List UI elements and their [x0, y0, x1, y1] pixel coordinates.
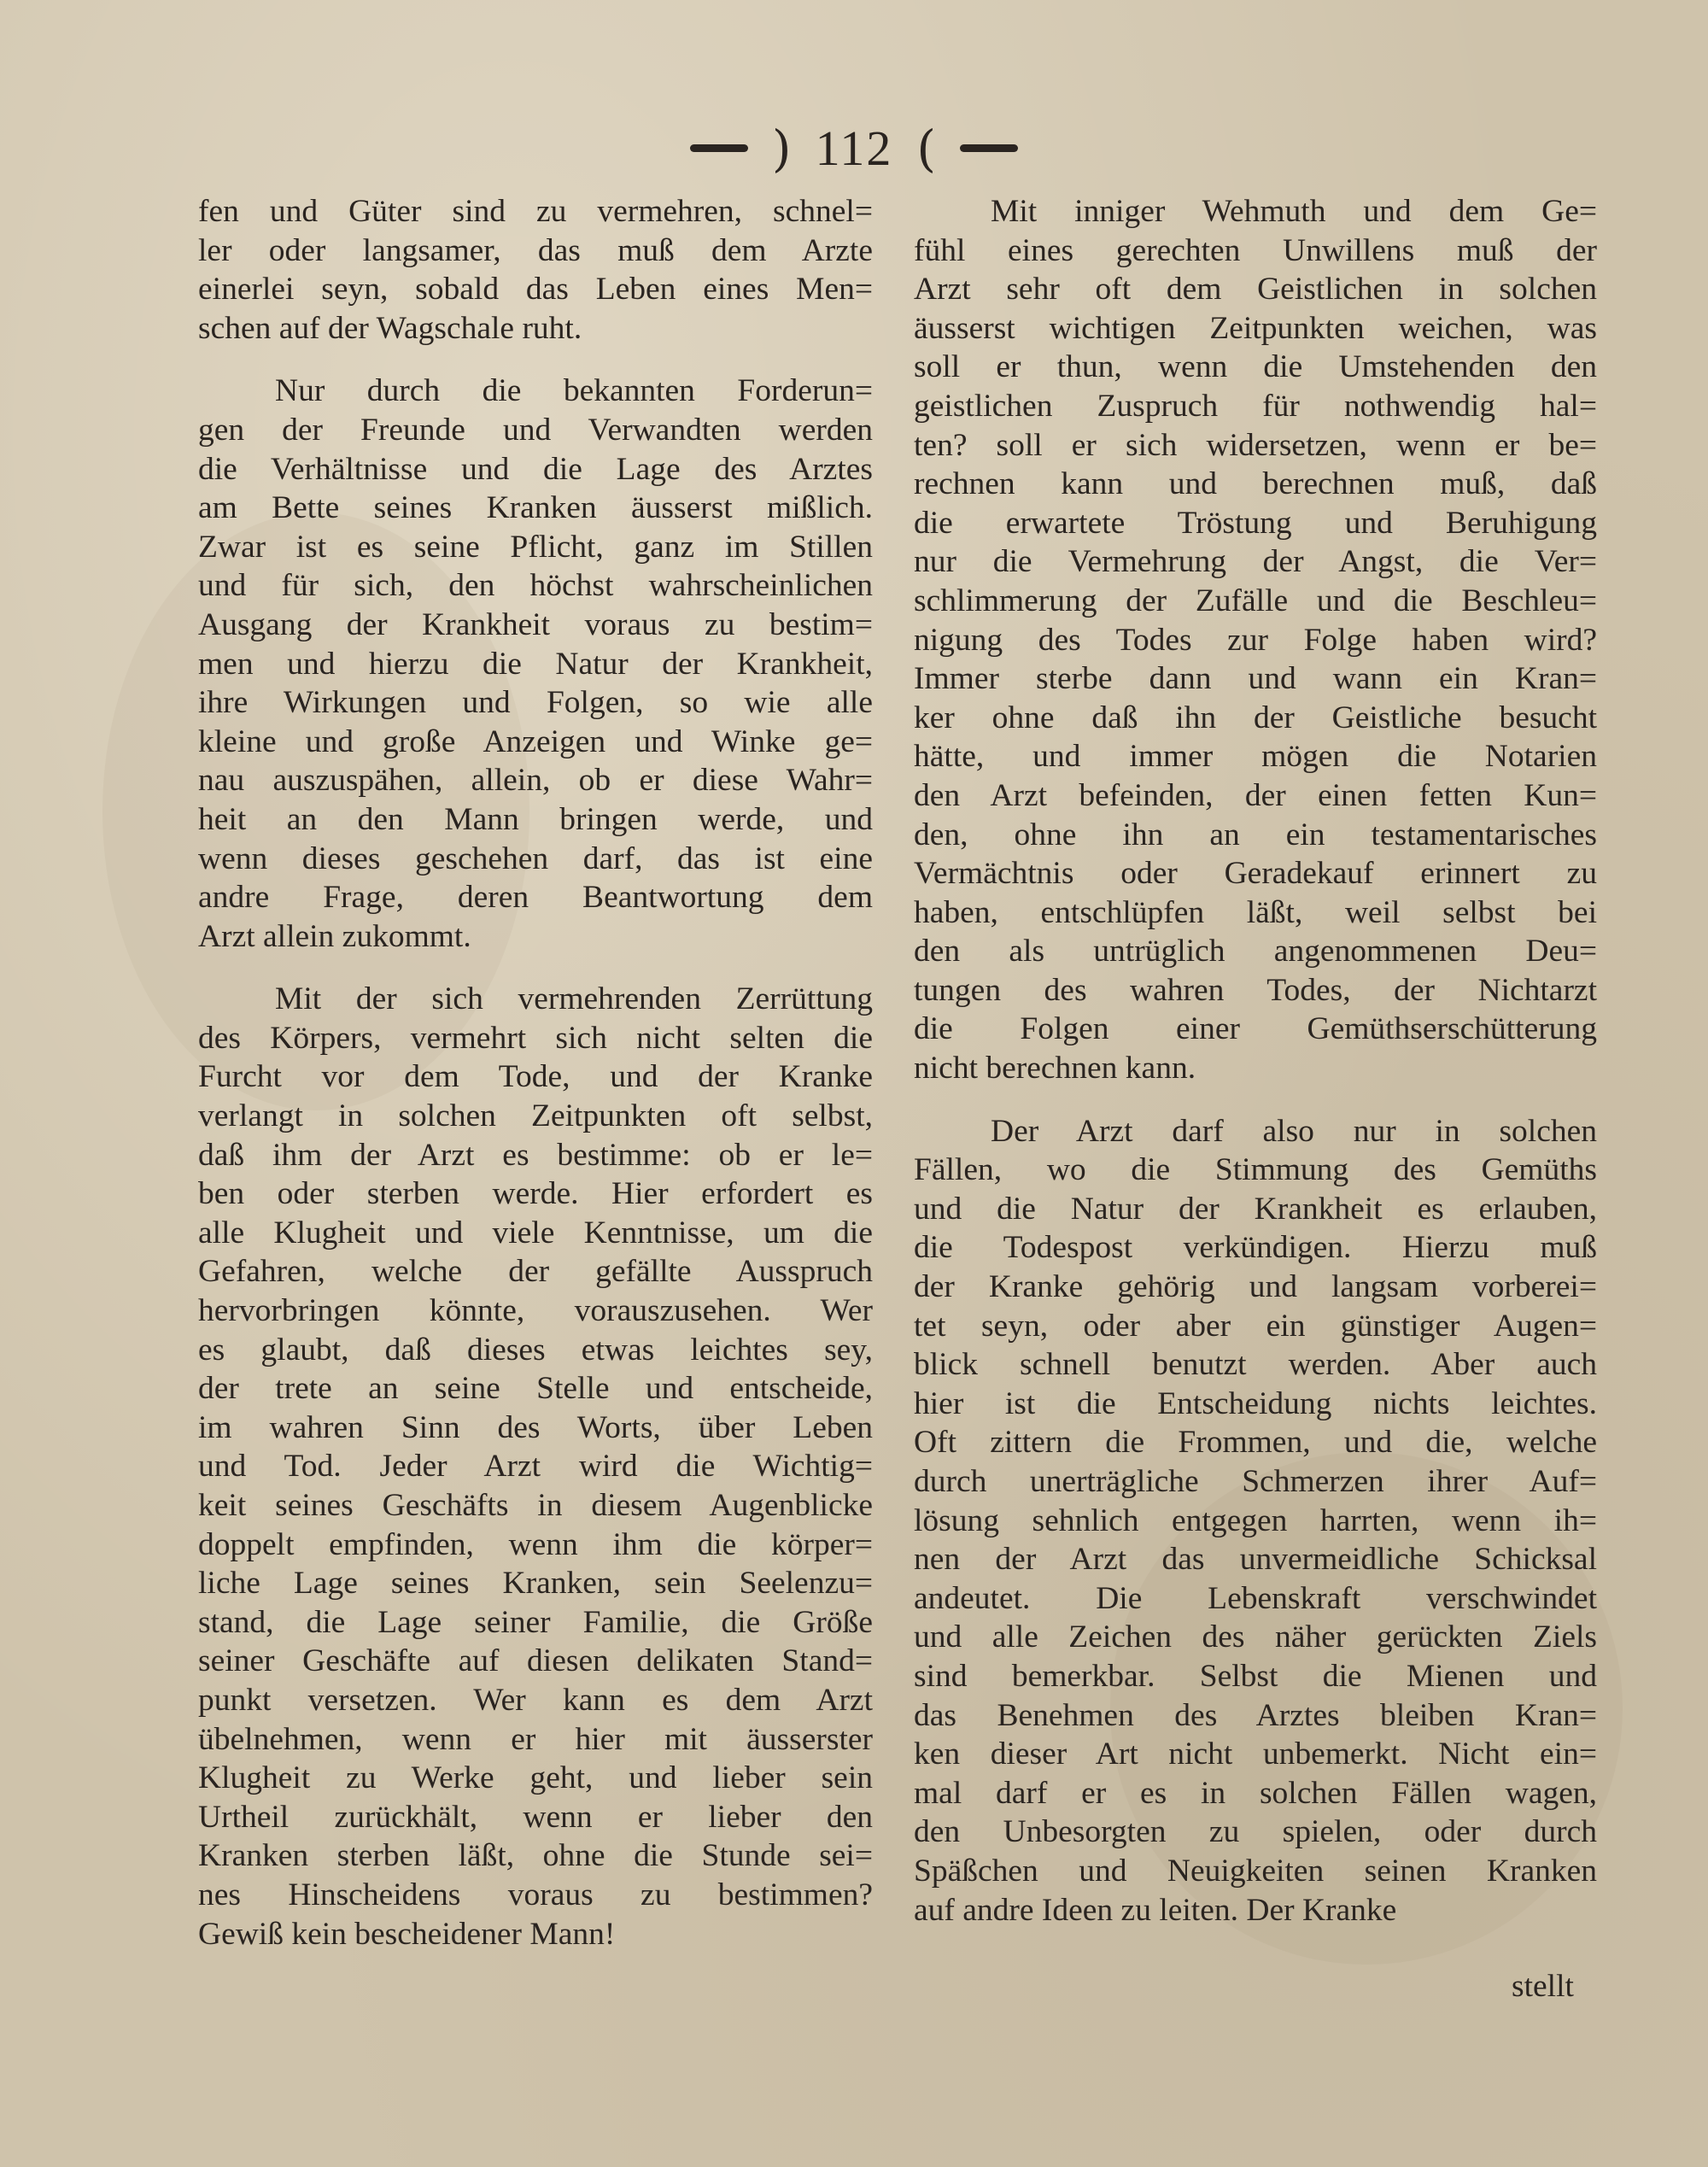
paragraph-gap: [198, 348, 873, 372]
text-line: punkt versetzen. Wer kann es dem Arzt: [198, 1682, 873, 1718]
text-line: ken dieser Art nicht unbemerkt. Nicht ein=: [914, 1737, 1597, 1772]
text-line: kleine und große Anzeigen und Winke ge=: [198, 723, 873, 759]
paragraph: [198, 980, 873, 1953]
paragraph: [198, 372, 873, 956]
text-line: lösung sehnlich entgegen harrten, wenn ih=: [914, 1502, 1597, 1538]
text-line: nes Hinscheidens voraus zu bestimmen?: [198, 1877, 873, 1912]
text-line: Oft zittern die Frommen, und die, welche: [914, 1425, 1597, 1461]
text-line: soll er thun, wenn die Umstehenden den: [914, 349, 1597, 385]
text-line: tungen des wahren Todes, der Nichtarzt: [914, 972, 1597, 1008]
text-line: wenn dieses geschehen darf, das ist eine: [198, 840, 873, 876]
text-line: und für sich, den höchst wahrscheinlichen: [198, 568, 873, 604]
text-line: die Folgen einer Gemüthserschütterung: [914, 1011, 1597, 1047]
text-line: den Arzt befeinden, der einen fetten Kun=: [914, 777, 1597, 813]
text-line: Mit inniger Wehmuth und dem Ge=: [991, 194, 1597, 229]
text-line: sind bemerkbar. Selbst die Mienen und: [914, 1658, 1597, 1694]
text-line: daß ihm der Arzt es bestimme: ob er le=: [198, 1137, 873, 1173]
paragraph: [198, 192, 873, 348]
text-line: Gewiß kein bescheidener Mann!: [198, 1916, 616, 1952]
text-line: das Benehmen des Arztes bleiben Kran=: [914, 1697, 1597, 1733]
paragraph-gap: [914, 1088, 1597, 1112]
text-line: andre Frage, deren Beantwortung dem: [198, 880, 873, 916]
text-line: Gefahren, welche der gefällte Ausspruch: [198, 1254, 873, 1290]
text-line: übelnehmen, wenn er hier mit äusserster: [198, 1721, 873, 1757]
text-line: blick schnell benutzt werden. Aber auch: [914, 1347, 1597, 1383]
text-line: ker ohne daß ihn der Geistliche besucht: [914, 700, 1597, 735]
header-dash-right: [960, 144, 1018, 152]
text-line: nicht berechnen kann.: [914, 1051, 1196, 1086]
text-line: ben oder sterben werde. Hier erfordert es: [198, 1176, 873, 1212]
text-line: es glaubt, daß dieses etwas leichtes sey,: [198, 1332, 873, 1368]
text-line: der trete an seine Stelle und entscheide,: [198, 1371, 873, 1407]
text-line: den Unbesorgten zu spielen, oder durch: [914, 1814, 1597, 1850]
text-line: durch unerträgliche Schmerzen ihrer Auf=: [914, 1464, 1597, 1499]
text-line: keit seines Geschäfts in diesem Augenblicke: [198, 1488, 873, 1523]
text-line: haben, entschlüpfen läßt, weil selbst bei: [914, 894, 1597, 930]
text-line: Ausgang der Krankheit voraus zu bestim=: [198, 606, 873, 642]
text-line: Zwar ist es seine Pflicht, ganz im Stillen: [198, 529, 873, 565]
text-line: rechnen kann und berechnen muß, daß: [914, 466, 1597, 502]
text-line: der Kranke gehörig und langsam vorberei=: [914, 1269, 1597, 1305]
text-line: heit an den Mann bringen werde, und: [198, 801, 873, 837]
text-line: auf andre Ideen zu leiten. Der Kranke: [914, 1892, 1397, 1928]
text-line: Der Arzt darf also nur in solchen: [991, 1113, 1597, 1149]
paragraph: [914, 192, 1597, 1088]
text-line: die Todespost verkündigen. Hierzu muß: [914, 1230, 1597, 1266]
text-line: ler oder langsamer, das muß dem Arzte: [198, 232, 873, 268]
text-line: men und hierzu die Natur der Krankheit,: [198, 646, 873, 682]
header-paren-left: ): [771, 119, 792, 178]
text-line: verlangt in solchen Zeitpunkten oft selbst,: [198, 1098, 873, 1134]
text-line: äusserst wichtigen Zeitpunkten weichen, was: [914, 310, 1597, 346]
paragraph-gap: [198, 956, 873, 980]
text-line: Immer sterbe dann und wann ein Kran=: [914, 661, 1597, 697]
text-line: Fällen, wo die Stimmung des Gemüths: [914, 1152, 1597, 1188]
text-line: und alle Zeichen des näher gerückten Ziels: [914, 1619, 1597, 1655]
text-line: die Verhältnisse und die Lage des Arztes: [198, 451, 873, 487]
text-line: ten? soll er sich widersetzen, wenn er be=: [914, 427, 1597, 463]
text-line: Nur durch die bekannten Forderun=: [275, 373, 873, 409]
text-line: Kranken sterben läßt, ohne die Stunde sei=: [198, 1838, 873, 1874]
text-line: und die Natur der Krankheit es erlauben,: [914, 1191, 1597, 1227]
text-line: hervorbringen könnte, vorauszusehen. Wer: [198, 1293, 873, 1329]
text-line: nur die Vermehrung der Angst, die Ver=: [914, 544, 1597, 580]
text-line: schlimmerung der Zufälle und die Beschleu=: [914, 583, 1597, 618]
paragraph: [914, 1112, 1597, 1930]
text-line: Späßchen und Neuigkeiten seinen Kranken: [914, 1853, 1597, 1889]
text-line: tet seyn, oder aber ein günstiger Augen=: [914, 1308, 1597, 1344]
text-line: Arzt allein zukommt.: [198, 918, 471, 954]
text-line: Vermächtnis oder Geradekauf erinnert zu: [914, 856, 1597, 892]
text-line: andeutet. Die Lebenskraft verschwindet: [914, 1580, 1597, 1616]
text-line: hier ist die Entscheidung nichts leichtes.: [914, 1385, 1597, 1421]
text-line: die erwartete Tröstung und Beruhigung: [914, 505, 1597, 541]
text-line: hätte, und immer mögen die Notarien: [914, 739, 1597, 775]
text-line: fühl eines gerechten Unwillens muß der: [914, 232, 1597, 268]
text-line: seiner Geschäfte auf diesen delikaten Stand=: [198, 1643, 873, 1679]
text-line: schen auf der Wagschale ruht.: [198, 310, 582, 346]
text-line: am Bette seines Kranken äusserst mißlich.: [198, 490, 873, 526]
catchword: stellt: [1512, 1969, 1574, 2004]
text-line: Urtheil zurückhält, wenn er lieber den: [198, 1799, 873, 1835]
page-number: 112: [815, 120, 893, 176]
left-column: [198, 192, 873, 1953]
text-line: im wahren Sinn des Worts, über Leben: [198, 1409, 873, 1445]
text-line: den als untrüglich angenommenen Deu=: [914, 934, 1597, 969]
text-line: einerlei seyn, sobald das Leben eines Men=: [198, 272, 873, 307]
text-line: liche Lage seines Kranken, sein Seelenzu=: [198, 1566, 873, 1602]
text-line: doppelt empfinden, wenn ihm die körper=: [198, 1526, 873, 1562]
text-line: des Körpers, vermehrt sich nicht selten die: [198, 1020, 873, 1056]
header-dash-left: [690, 144, 748, 152]
text-line: Mit der sich vermehrenden Zerrüttung: [275, 981, 873, 1017]
text-line: nigung des Todes zur Folge haben wird?: [914, 622, 1597, 658]
header-paren-right: (: [916, 119, 937, 178]
text-line: Klugheit zu Werke geht, und lieber sein: [198, 1760, 873, 1796]
text-line: stand, die Lage seiner Familie, die Größe: [198, 1604, 873, 1640]
text-line: nau auszuspähen, allein, ob er diese Wahr=: [198, 763, 873, 799]
right-column: [914, 192, 1597, 1930]
text-line: Arzt sehr oft dem Geistlichen in solchen: [914, 272, 1597, 307]
text-line: alle Klugheit und viele Kenntnisse, um die: [198, 1215, 873, 1250]
text-line: mal darf er es in solchen Fällen wagen,: [914, 1775, 1597, 1811]
page-header: [0, 120, 1708, 177]
text-line: den, ohne ihn an ein testamentarisches: [914, 817, 1597, 852]
text-line: fen und Güter sind zu vermehren, schnel=: [198, 194, 873, 229]
text-line: und Tod. Jeder Arzt wird die Wichtig=: [198, 1449, 873, 1485]
text-line: Furcht vor dem Tode, und der Kranke: [198, 1059, 873, 1095]
text-line: ihre Wirkungen und Folgen, so wie alle: [198, 685, 873, 721]
text-line: gen der Freunde und Verwandten werden: [198, 412, 873, 448]
text-line: geistlichen Zuspruch für nothwendig hal=: [914, 388, 1597, 424]
text-line: nen der Arzt das unvermeidliche Schicksal: [914, 1542, 1597, 1578]
